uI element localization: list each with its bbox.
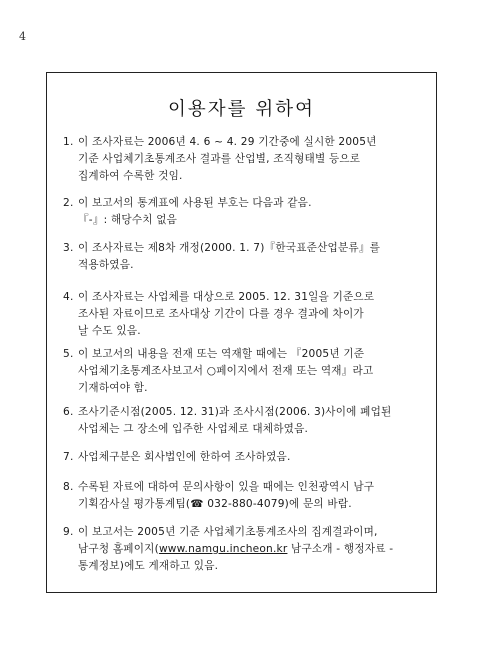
item-text-line: 기준 사업체기초통계조사 결과를 산업별, 조직형태별 등으로 [78,153,361,165]
item-text-line: 이 보고서는 2005년 기준 사업체기초통계조사의 집계결과이며, [78,526,378,538]
list-item [63,346,431,397]
item-number: 6. [63,406,74,418]
list-item [63,479,431,513]
item-number: 2. [63,197,74,209]
item-number: 9. [63,526,74,538]
list-item [63,449,431,466]
item-text-line: 이 조사자료는 제8차 개정(2000. 1. 7)『한국표준산업분류』를 [78,242,381,254]
item-text-line: 날 수도 있음. [78,325,141,337]
list-item [63,289,431,340]
item-text-segment: 남구소개 - 행정자료 - [287,543,394,555]
list-item [63,404,431,438]
item-text-line: 통계정보)에도 게재하고 있음. [78,560,219,572]
homepage-link[interactable]: www.namgu.incheon.kr [158,543,288,555]
item-text-line [63,541,431,558]
item-text-line: 조사된 자료이므로 조사대상 기간이 다를 경우 결과에 차이가 [78,308,364,320]
item-text-line: 수록된 자료에 대하여 문의사항이 있을 때에는 인천광역시 남구 [78,481,375,493]
item-number: 4. [63,291,74,303]
item-number: 7. [63,451,74,463]
item-text-line: 기획감사실 평가통계팀(☎ 032-880-4079)에 문의 바람. [78,498,352,510]
item-number: 3. [63,242,74,254]
item-text-line: 이 보고서의 내용을 전재 또는 역재할 때에는 『2005년 기준 [78,348,365,360]
item-number: 1. [63,136,74,148]
list-item [63,195,431,229]
notice-box [46,72,437,593]
item-text-line: 이 보고서의 통계표에 사용된 부호는 다음과 같음. [78,197,312,209]
item-number: 5. [63,348,74,360]
item-text-line: 이 조사자료는 2006년 4. 6 ~ 4. 29 기간중에 실시한 2005년 [78,136,377,148]
item-text-line: 적용하였음. [78,259,134,271]
item-text-line: 집계하여 수록한 것임. [78,170,183,182]
item-number: 8. [63,481,74,493]
item-text-line: 조사기준시점(2005. 12. 31)과 조사시점(2006. 3)사이에 폐업된 [78,406,392,418]
item-text-segment: 남구청 홈페이지( [78,543,159,555]
page-number: 4 [19,30,26,43]
list-item [63,134,431,185]
item-text-line: 사업체는 그 장소에 입주한 사업체로 대체하였음. [78,423,309,435]
item-text-line: 『-』: 해당수치 없음 [78,214,178,226]
list-item [63,240,431,274]
notice-title: 이용자를 위하여 [168,99,315,120]
item-text-line: 이 조사자료는 사업체를 대상으로 2005. 12. 31일을 기준으로 [78,291,375,303]
item-text-line: 사업체기초통계조사보고서 ○페이지에서 전재 또는 역재』라고 [78,365,374,377]
item-text-line: 사업체구분은 회사법인에 한하여 조사하였음. [78,451,291,463]
list-item [63,524,431,575]
item-text-line: 기재하여야 함. [78,382,148,394]
